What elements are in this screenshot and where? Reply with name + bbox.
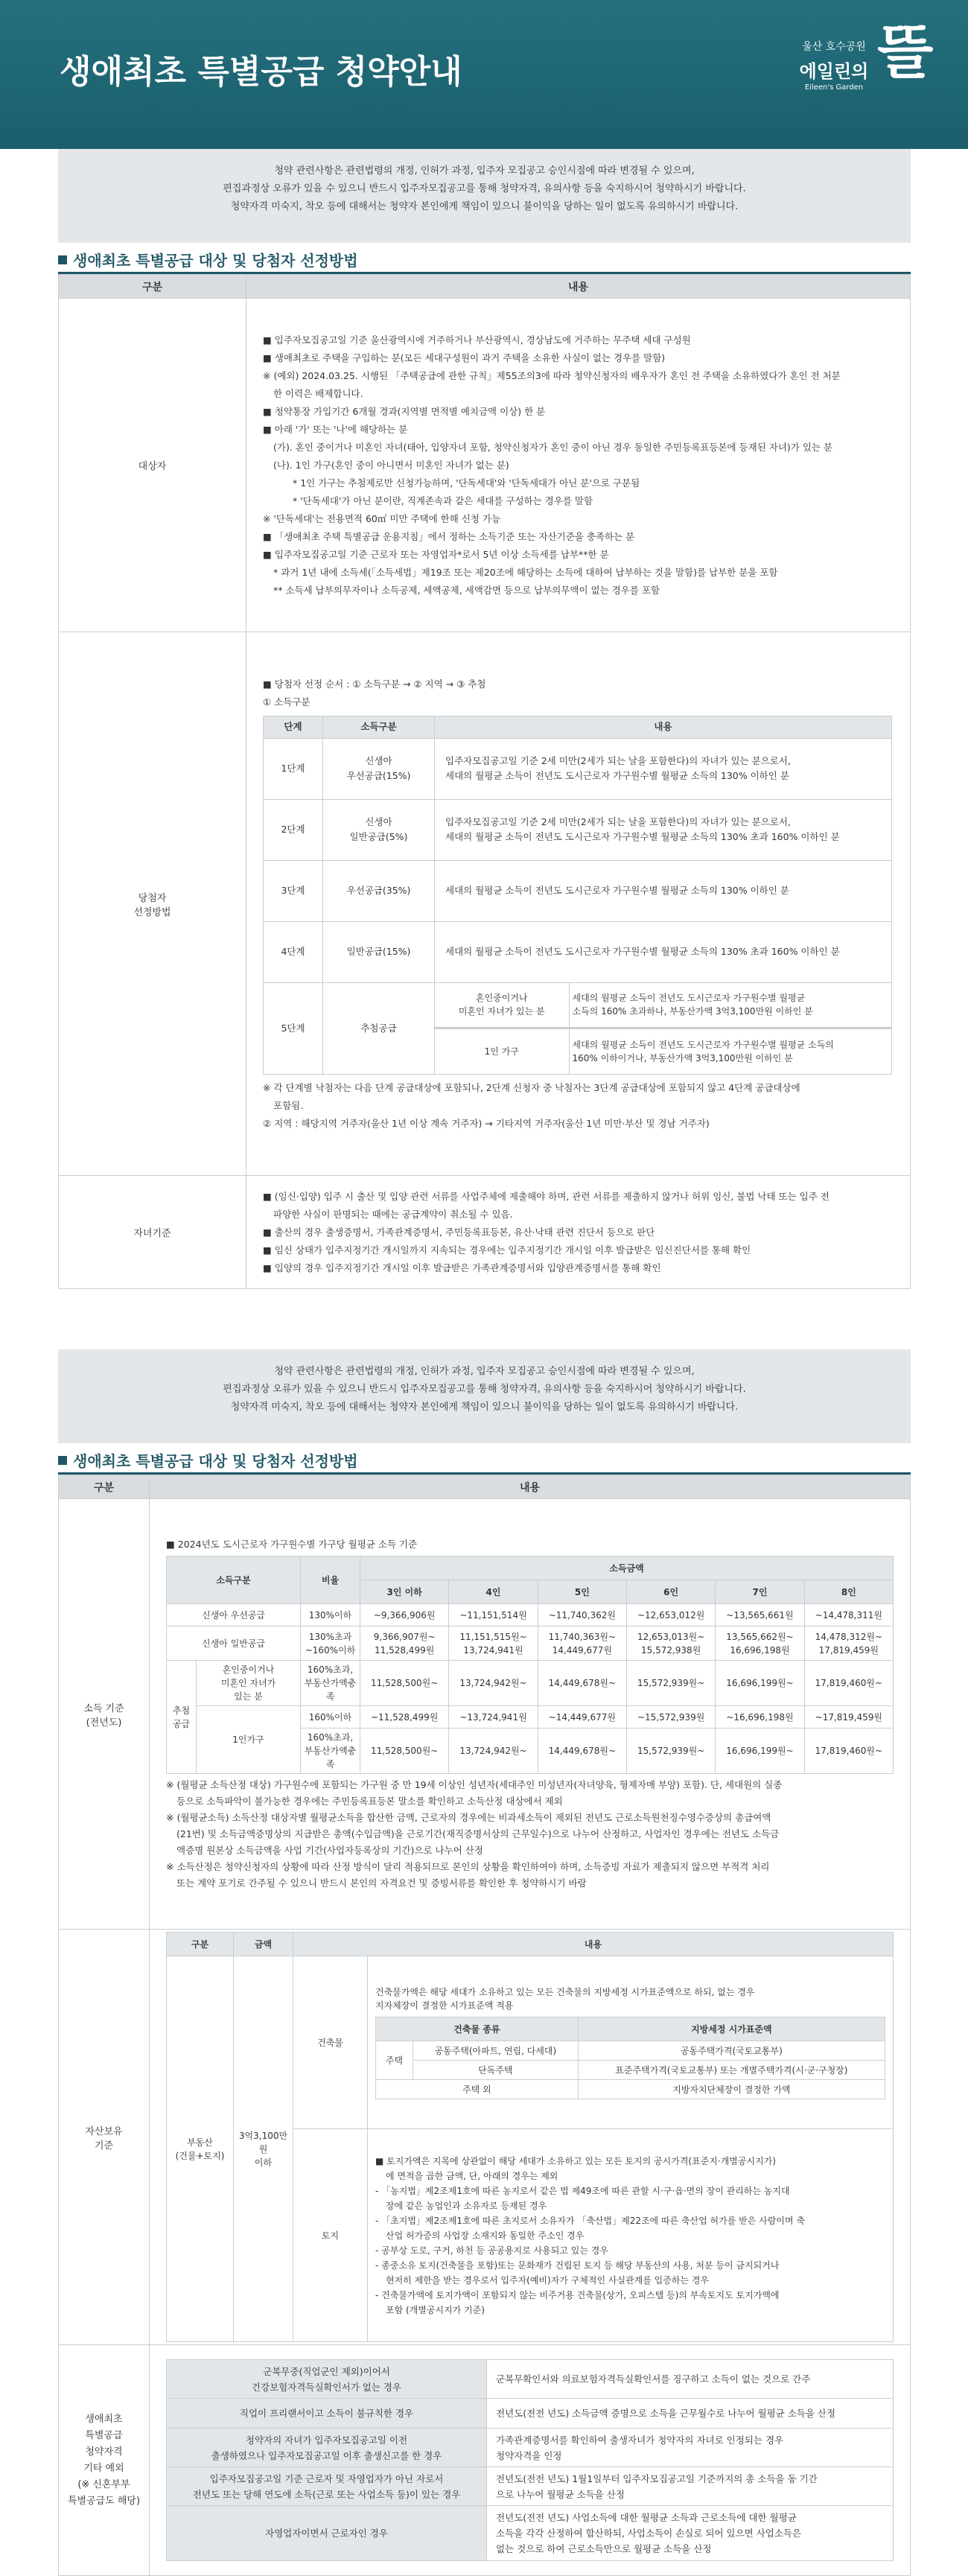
- brand-logo: 울산 호수공원 에일린의 Eileen's Garden 뜰: [799, 19, 934, 92]
- row-label-children: 자녀기준: [59, 1176, 246, 1289]
- notice-box-2: 청약 관련사항은 관련법령의 개정, 인허가 과정, 입주자 모집공고 승인시점에 따라 변경될 수 있으며, 편집과정상 오류가 있을 수 있으니 반드시 입주자모집공고를 통해 청약자격, 유의사항 등을 숙지하시어 청약하시기 바랍니다. 청약자격 미숙지, 착오 등에 대해서는 청약자 본인에게 책임이 있으니 불이익을 당하는 일이 없도록 유의하시기 바랍니다.: [58, 1349, 911, 1443]
- row-label-income: 소득 기준 (전년도): [59, 1499, 150, 1930]
- asset-content: [150, 1930, 911, 2345]
- notice-box: 청약 관련사항은 관련법령의 개정, 인허가 과정, 입주자 모집공고 승인시점에 따라 변경될 수 있으며, 편집과정상 오류가 있을 수 있으니 반드시 입주자모집공고를 통해 청약자격, 유의사항 등을 숙지하시어 청약하시기 바랍니다. 청약자격 미숙지, 착오 등에 대해서는 청약자 본인에게 책임이 있으니 불이익을 당하는 일이 없도록 유의하시기 바랍니다.: [58, 149, 911, 243]
- children-content: ■ (임신·입양) 입주 시 출산 및 입양 관련 서류를 사업주체에 제출해야 하며, 관련 서류를 제출하지 않거나 허위 임신, 불법 낙태 또는 입주 전 파양한 사실이 판명되는 때에는 공급계약이 취소될 수 있음. ■ 출산의 경우 출생증명서, 가족관계증명서, 주민등록표등본, 유산·낙태 관련 진단서 등으로 판단 ■ 임신 상태가 입주지정기간 개시일까지 지속되는 경우에는 입주지정기간 개시일 이후 발급받은 임신진단서를 통해 확인 ■ 입양의 경우 입주지정기간 개시일 이후 발급받은 가족관계증명서와 입양관계증명서를 통해 확인: [246, 1176, 911, 1289]
- exception-content: [150, 2345, 911, 2576]
- income-asset-table: 구분 내용 소득 기준 (전년도) ■ 2024년도 도시근로자 가구원수별 가구당 월평균 소득 기준 소득구분 비율 소득금액 3인 이하 4인 5인 6인 7인 8인 신생아 우선공급 130%이하 ~9,366,906원 ~11,151,514원 ~11,740,362원 ~12,653,012원 ~13,565,661원 ~14,478,311원 신생아 일반공급 130%초과 ~160%이하 9,366,907원~ 11,528,499원 11,151,515원~ 13,724,941원 11,740,363원~ 14,449,677원 12,653,013원~ 15,572,938원 13,565,662원~ 16,696,198원 14,478,312원~ 17,819,459원 추첨 공급 혼인중이거나 미혼인 자녀가 있는 분 160%초과, 부동산가액충족 11,528,500원~ 13,724,942원~ 14,449,678원~ 15,572,939원~ 16,696,199원~ 17,819,460원~ 1인가구 160%이하 ~11,528,499원 ~13,724,941원 ~14,449,677원 ~15,572,939원 ~16,696,198원 ~17,819,459원 160%초과, 부동산가액충족 11,528,500원~ 13,724,942원~ 14,449,678원~ 15,572,939원~ 16,696,199원~ 17,819,460원~ ※ (월평균 소득산정 대상) 가구원수에 포함되는 가구원 중 만 19세 이상인 성년자(세대주인 미성년자(자녀양육, 형제자매 부양) 포함). 단, 세대원의 실종 등으로 소득파악이 불가능한 경우에는 주민등록표등본 말소를 확인하고 소득산정 대상에서 제외 ※ (월평균소득) 소득산정 대상자별 월평균소득을 합산한 금액, 근로자의 경우에는 비과세소득이 제외된 전년도 근로소득원천징수영수증상의 총급여액 (21번) 및 소득금액증명상의 지급받은 총액(수입금액)을 근로기간(재직증명서상의 근무일수)으로 나누어 산정하고, 사업자인 경우에는 전년도 소득금 액증명 원본상 소득금액을 사업 기간(사업자등록상의 기간)으로 나누어 산정 ※ 소득산정은 청약신청자의 상황에 따라 산정 방식이 달리 적용되므로 본인의 상황을 확인하여야 하며, 소득증빙 자료가 제출되지 않으면 부적격 처리 또는 계약 포기로 간주될 수 있으니 반드시 본인의 자격요건 및 증빙서류를 확인한 후 청약하시기 바람 자산보유 기준 구분 금액 내용 부동산 (건물+토지) 3억3,100만원 이하 건축물 건축물가액은 해당 세대가 소유하고 있는 모든 건축물의 지방세정 시가표준액으로 하되, 없는 경우 지자체장이 결정한 시가표준액 적용 건축물 종류 지방세정 시가표준액 주택 공동주택(아파트, 연립, 다세대) 공동주택가격(국토교통부) 단독주택 표준주택가격(국토교통부) 또는 개별주택가격(시·군·구청장) 주택 외 지방자치단체장이 결정한 가액 토지 ■ 토지가액은 지목에 상관없이 해당 세대가 소유하고 있는 모든 토지의 공시가격(표준지·개별공시지가) 에 면적을 곱한 금액, 단, 아래의 경우는 제외 - 「농지법」제2조제1호에 따른 농지로서 같은 법 제49조에 따른 관할 시·구·읍·면의 장이 관리하는 농지대 장에 같은 농업인과 소유자로 등재된 경우 - 「초지법」제2조제1호에 따른 초지로서 소유자가 「축산법」제22조에 따른 축산업 허가를 받은 사람이며 축 산업 허가증의 사업장 소재지와 동일한 주소인 경우 - 공부상 도로, 구거, 하천 등 공공용지로 사용되고 있는 경우 - 종중소유 토지(건축물을 포함)또는 문화재가 건립된 토지 등 해당 부동산의 사용, 처분 등이 금지되거나 현저히 제한을 받는 경우로서 입주자(예비)자가 구체적인 사실관계를 입증하는 경우 - 건축물가액에 토지가액이 포함되지 않는 비주거용 건축물(상가, 오피스텔 등)의 부속토지도 토지가액에 포함 (개별공시지가 기준) 생애최초 특별공급 청약자격 기타 예외 (※ 신혼부부 특별공급도 해당) 군복무중(직업군인 제외)이어서 건강보험자격득실확인서가 없는 경우 군복무확인서와 의료보험자격득실확인서를 징구하고 소득이 없는 것으로 간주 직업이 프리랜서이고 소득이 불규칙한 경우 전년도(전전 년도) 소득금액 증명으로 소득을 근무월수로 나누어 월평균 소득을 산정 청약자의 자녀가 입주자모집공고일 이전 출생하였으나 입주자모집공고일 이후 출생신고를 한 경우 가족관계증명서를 확인하여 출생자녀가 청약자의 자녀로 인정되는 경우 청약자격을 인정 입주자모집공고일 기준 근로자 및 자영업자가 아닌 자로서 전년도 또는 당해 연도에 소득(근로 또는 사업소득 등)이 있는 경우 전년도(전전 년도) 1월1일부터 입주자모집공고일 기준까지의 총 소득을 동 기간 으로 나누어 월평균 소득을 산정 자영업자이면서 근로자인 경우 전년도(전전 년도) 사업소득에 대한 월평균 소득과 근로소득에 대한 월평균 소득을 각각 산정하여 합산하되, 사업소득이 손실로 되어 있으면 사업소득은 없는 것으로 하여 근로소득만으로 월평균 소득을 산정: [58, 1475, 911, 2576]
- page-title: 생애최초 특별공급 청약안내: [60, 53, 462, 91]
- income-step-table: 단계 소득구분 내용 1단계 신생아 우선공급(15%) 입주자모집공고일 기준 2세 미만(2세가 되는 날을 포함한다)의 자녀가 있는 분으로서, 세대의 월평균 소득이 전년도 도시근로자 가구원수별 월평균 소득의 130% 이하인 분 2단계 신생아 일반공급(5%) 입주자모집공고일 기준 2세 미만(2세가 되는 날을 포함한다)의 자녀가 있는 분으로서, 세대의 월평균 소득이 전년도 도시근로자 가구원수별 월평균 소득의 130% 초과 160% 이하인 분 3단계 우선공급(35%) 세대의 월평균 소득이 전년도 도시근로자 가구원수별 월평균 소득의 130% 이하인 분 4단계 일반공급(15%) 세대의 월평균 소득이 전년도 도시근로자 가구원수별 월평균 소득의 130% 초과 160% 이하인 분 5단계 추첨공급 혼인중이거나 미혼인 자녀가 있는 분 세대의 월평균 소득이 전년도 도시근로자 가구원수별 월평균 소득의 160% 초과하나, 부동산가액 3억3,100만원 이하인 분 1인 가구 세대의 월평균 소득이 전년도 도시근로자 가구원수별 월평균 소득의 160% 이하이거나, 부동산가액 3억3,100만원 이하인 분: [263, 716, 892, 1075]
- asset-table: 구분 금액 내용 부동산 (건물+토지) 3억3,100만원 이하 건축물 건축물가액은 해당 세대가 소유하고 있는 모든 건축물의 지방세정 시가표준액으로 하되, 없는 경우 지자체장이 결정한 시가표준액 적용 건축물 종류 지방세정 시가표준액 주택 공동주택(아파트, 연립, 다세대) 공동주택가격(국토교통부) 단독주택 표준주택가격(국토교통부) 또는 개별주택가격(시·군·구청장) 주택 외 지방자치단체장이 결정한 가액 토지 ■ 토지가액은 지목에 상관없이 해당 세대가 소유하고 있는 모든 토지의 공시가격(표준지·개별공시지가) 에 면적을 곱한 금액, 단, 아래의 경우는 제외 - 「농지법」제2조제1호에 따른 농지로서 같은 법 제49조에 따른 관할 시·구·읍·면의 장이 관리하는 농지대 장에 같은 농업인과 소유자로 등재된 경우 - 「초지법」제2조제1호에 따른 초지로서 소유자가 「축산법」제22조에 따른 축산업 허가를 받은 사람이며 축 산업 허가증의 사업장 소재지와 동일한 주소인 경우 - 공부상 도로, 구거, 하천 등 공공용지로 사용되고 있는 경우 - 종중소유 토지(건축물을 포함)또는 문화재가 건립된 토지 등 해당 부동산의 사용, 처분 등이 금지되거나 현저히 제한을 받는 경우로서 입주자(예비)자가 구체적인 사실관계를 입증하는 경우 - 건축물가액에 토지가액이 포함되지 않는 비주거용 건축물(상가, 오피스텔 등)의 부속토지도 토지가액에 포함 (개별공시지가 기준): [166, 1932, 894, 2342]
- row-label-asset: 자산보유 기준: [59, 1930, 150, 2345]
- section-title-2: 생애최초 특별공급 대상 및 당첨자 선정방법: [58, 1449, 358, 1471]
- exception-table: 군복무중(직업군인 제외)이어서 건강보험자격득실확인서가 없는 경우 군복무확인서와 의료보험자격득실확인서를 징구하고 소득이 없는 것으로 간주 직업이 프리랜서이고 소득이 불규칙한 경우 전년도(전전 년도) 소득금액 증명으로 소득을 근무월수로 나누어 월평균 소득을 산정 청약자의 자녀가 입주자모집공고일 이전 출생하였으나 입주자모집공고일 이후 출생신고를 한 경우 가족관계증명서를 확인하여 출생자녀가 청약자의 자녀로 인정되는 경우 청약자격을 인정 입주자모집공고일 기준 근로자 및 자영업자가 아닌 자로서 전년도 또는 당해 연도에 소득(근로 또는 사업소득 등)이 있는 경우 전년도(전전 년도) 1월1일부터 입주자모집공고일 기준까지의 총 소득을 동 기간 으로 나누어 월평균 소득을 산정 자영업자이면서 근로자인 경우 전년도(전전 년도) 사업소득에 대한 월평균 소득과 근로소득에 대한 월평균 소득을 각각 산정하여 합산하되, 사업소득이 손실로 되어 있으면 사업소득은 없는 것으로 하여 근로소득만으로 월평균 소득을 산정: [166, 2359, 894, 2561]
- income-content: ■ 2024년도 도시근로자 가구원수별 가구당 월평균 소득 기준 소득구분 비율 소득금액 3인 이하 4인 5인 6인 7인 8인 신생아 우선공급 130%이하 ~9,366,906원 ~11,151,514원 ~11,740,362원 ~12,653,012원 ~13,565,661원 ~14,478,311원 신생아 일반공급 130%초과 ~160%이하 9,366,907원~ 11,528,499원 11,151,515원~ 13,724,941원 11,740,363원~ 14,449,677원 12,653,013원~ 15,572,938원 13,565,662원~ 16,696,198원 14,478,312원~ 17,819,459원 추첨 공급 혼인중이거나 미혼인 자녀가 있는 분 160%초과, 부동산가액충족 11,528,500원~ 13,724,942원~ 14,449,678원~ 15,572,939원~ 16,696,199원~ 17,819,460원~ 1인가구 160%이하 ~11,528,499원 ~13,724,941원 ~14,449,677원 ~15,572,939원 ~16,696,198원 ~17,819,459원 160%초과, 부동산가액충족 11,528,500원~ 13,724,942원~ 14,449,678원~ 15,572,939원~ 16,696,199원~ 17,819,460원~ ※ (월평균 소득산정 대상) 가구원수에 포함되는 가구원 중 만 19세 이상인 성년자(세대주인 미성년자(자녀양육, 형제자매 부양) 포함). 단, 세대원의 실종 등으로 소득파악이 불가능한 경우에는 주민등록표등본 말소를 확인하고 소득산정 대상에서 제외 ※ (월평균소득) 소득산정 대상자별 월평균소득을 합산한 금액, 근로자의 경우에는 비과세소득이 제외된 전년도 근로소득원천징수영수증상의 총급여액 (21번) 및 소득금액증명상의 지급받은 총액(수입금액)을 근로기간(재직증명서상의 근무일수)으로 나누어 산정하고, 사업자인 경우에는 전년도 소득금 액증명 원본상 소득금액을 사업 기간(사업자등록상의 기간)으로 나누어 산정 ※ 소득산정은 청약신청자의 상황에 따라 산정 방식이 달리 적용되므로 본인의 상황을 확인하여야 하며, 소득증빙 자료가 제출되지 않으면 부적격 처리 또는 계약 포기로 간주될 수 있으니 반드시 본인의 자격요건 및 증빙서류를 확인한 후 청약하시기 바람: [150, 1499, 911, 1930]
- eligibility-table: 구분 내용 대상자 ■ 입주자모집공고일 기준 울산광역시에 거주하거나 부산광역시, 경상남도에 거주하는 무주택 세대 구성원 ■ 생애최초로 주택을 구입하는 분(모든 세대구성원이 과거 주택을 소유한 사실이 없는 경우를 말함) ※ (예외) 2024.03.25. 시행된 「주택공급에 관한 규칙」제55조의3에 따라 청약신청자의 배우자가 혼인 전 주택을 소유하였다가 혼인 전 처분 한 이력은 배제합니다. ■ 청약통장 가입기간 6개월 경과(지역별 면적별 예치금액 이상) 한 분 ■ 아래 '가' 또는 '나'에 해당하는 분 (가). 혼인 중이거나 미혼인 자녀(태아, 입양자녀 포함, 청약신청자가 혼인 중이 아닌 경우 동일한 주민등록표등본에 등재된 자녀)가 있는 분 (나). 1인 가구(혼인 중이 아니면서 미혼인 자녀가 없는 분) * 1인 가구는 추첨제로만 신청가능하며, '단독세대'와 '단독세대가 아닌 분'으로 구분됨 * '단독세대'가 아닌 분이란, 직계존속과 같은 세대를 구성하는 경우를 말함 ※ '단독세대'는 전용면적 60㎡ 미만 주택에 한해 신청 가능 ■ 「생애최초 주택 특별공급 운용지침」에서 정하는 소득기준 또는 자산기준을 충족하는 분 ■ 입주자모집공고일 기준 근로자 또는 자영업자*로서 5년 이상 소득세를 납부**한 분 * 과거 1년 내에 소득세(「소득세법」제19조 또는 제20조에 해당하는 소득에 대하여 납부하는 것을 말함)를 납부한 분을 포함 ** 소득세 납부의무자이나 소득공제, 세액공제, 세액감면 등으로 납부의무액이 없는 경우를 포함 당첨자 선정방법 ■ 당첨자 선정 순서 : ① 소득구분 → ② 지역 → ③ 추첨 ① 소득구분 단계 소득구분 내용 1단계 신생아 우선공급(15%) 입주자모집공고일 기준 2세 미만(2세가 되는 날을 포함한다)의 자녀가 있는 분으로서, 세대의 월평균 소득이 전년도 도시근로자 가구원수별 월평균 소득의 130% 이하인 분 2단계 신생아 일반공급(5%) 입주자모집공고일 기준 2세 미만(2세가 되는 날을 포함한다)의 자녀가 있는 분으로서, 세대의 월평균 소득이 전년도 도시근로자 가구원수별 월평균 소득의 130% 초과 160% 이하인 분 3단계 우선공급(35%) 세대의 월평균 소득이 전년도 도시근로자 가구원수별 월평균 소득의 130% 이하인 분 4단계 일반공급(15%) 세대의 월평균 소득이 전년도 도시근로자 가구원수별 월평균 소득의 130% 초과 160% 이하인 분 5단계 추첨공급 혼인중이거나 미혼인 자녀가 있는 분 세대의 월평균 소득이 전년도 도시근로자 가구원수별 월평균 소득의 160% 초과하나, 부동산가액 3억3,100만원 이하인 분 1인 가구 세대의 월평균 소득이 전년도 도시근로자 가구원수별 월평균 소득의 160% 이하이거나, 부동산가액 3억3,100만원 이하인 분 ※ 각 단계별 낙첨자는 다음 단계 공급대상에 포함되나, 2단계 신청자 중 낙첨자는 3단계 공급대상에 포함되지 않고 4단계 공급대상에 포함됨. ② 지역 : 해당지역 거주자(울산 1년 이상 계속 거주자) → 기타지역 거주자(울산 1년 미만·부산 및 경남 거주자) 자녀기준 ■ (임신·입양) 입주 시 출산 및 입양 관련 서류를 사업주체에 제출해야 하며, 관련 서류를 제출하지 않거나 허위 임신, 불법 낙태 또는 입주 전 파양한 사실이 판명되는 때에는 공급계약이 취소될 수 있음. ■ 출산의 경우 출생증명서, 가족관계증명서, 주민등록표등본, 유산·낙태 관련 진단서 등으로 판단 ■ 임신 상태가 입주지정기간 개시일까지 지속되는 경우에는 입주지정기간 개시일 이후 발급받은 임신진단서를 통해 확인 ■ 입양의 경우 입주지정기간 개시일 이후 발급받은 가족관계증명서와 입양관계증명서를 통해 확인: [58, 274, 911, 1289]
- row-label-exception: 생애최초 특별공급 청약자격 기타 예외 (※ 신혼부부 특별공급도 해당): [59, 2345, 150, 2576]
- row-label-selection: 당첨자 선정방법: [59, 632, 246, 1176]
- income-amount-table: 소득구분 비율 소득금액 3인 이하 4인 5인 6인 7인 8인 신생아 우선공급 130%이하 ~9,366,906원 ~11,151,514원 ~11,740,362원 ~12,653,012원 ~13,565,661원 ~14,478,311원 신생아 일반공급 130%초과 ~160%이하 9,366,907원~ 11,528,499원 11,151,515원~ 13,724,941원 11,740,363원~ 14,449,677원 12,653,013원~ 15,572,938원 13,565,662원~ 16,696,198원 14,478,312원~ 17,819,459원 추첨 공급 혼인중이거나 미혼인 자녀가 있는 분 160%초과, 부동산가액충족 11,528,500원~ 13,724,942원~ 14,449,678원~ 15,572,939원~ 16,696,199원~ 17,819,460원~ 1인가구 160%이하 ~11,528,499원 ~13,724,941원 ~14,449,677원 ~15,572,939원 ~16,696,198원 ~17,819,459원 160%초과, 부동산가액충족 11,528,500원~ 13,724,942원~ 14,449,678원~ 15,572,939원~ 16,696,199원~ 17,819,460원~: [166, 1556, 894, 1774]
- page-header: [0, 0, 968, 149]
- selection-content: ■ 당첨자 선정 순서 : ① 소득구분 → ② 지역 → ③ 추첨 ① 소득구분 단계 소득구분 내용 1단계 신생아 우선공급(15%) 입주자모집공고일 기준 2세 미만(2세가 되는 날을 포함한다)의 자녀가 있는 분으로서, 세대의 월평균 소득이 전년도 도시근로자 가구원수별 월평균 소득의 130% 이하인 분 2단계 신생아 일반공급(5%) 입주자모집공고일 기준 2세 미만(2세가 되는 날을 포함한다)의 자녀가 있는 분으로서, 세대의 월평균 소득이 전년도 도시근로자 가구원수별 월평균 소득의 130% 초과 160% 이하인 분 3단계 우선공급(35%) 세대의 월평균 소득이 전년도 도시근로자 가구원수별 월평균 소득의 130% 이하인 분 4단계 일반공급(15%) 세대의 월평균 소득이 전년도 도시근로자 가구원수별 월평균 소득의 130% 초과 160% 이하인 분 5단계 추첨공급 혼인중이거나 미혼인 자녀가 있는 분 세대의 월평균 소득이 전년도 도시근로자 가구원수별 월평균 소득의 160% 초과하나, 부동산가액 3억3,100만원 이하인 분 1인 가구 세대의 월평균 소득이 전년도 도시근로자 가구원수별 월평균 소득의 160% 이하이거나, 부동산가액 3억3,100만원 이하인 분 ※ 각 단계별 낙첨자는 다음 단계 공급대상에 포함되나, 2단계 신청자 중 낙첨자는 3단계 공급대상에 포함되지 않고 4단계 공급대상에 포함됨. ② 지역 : 해당지역 거주자(울산 1년 이상 계속 거주자) → 기타지역 거주자(울산 1년 미만·부산 및 경남 거주자): [246, 632, 911, 1176]
- building-value-table: 건축물 종류 지방세정 시가표준액 주택 공동주택(아파트, 연립, 다세대) 공동주택가격(국토교통부) 단독주택 표준주택가격(국토교통부) 또는 개별주택가격(시·군·구청장) 주택 외 지방자치단체장이 결정한 가액: [375, 2017, 885, 2099]
- target-content: ■ 입주자모집공고일 기준 울산광역시에 거주하거나 부산광역시, 경상남도에 거주하는 무주택 세대 구성원 ■ 생애최초로 주택을 구입하는 분(모든 세대구성원이 과거 주택을 소유한 사실이 없는 경우를 말함) ※ (예외) 2024.03.25. 시행된 「주택공급에 관한 규칙」제55조의3에 따라 청약신청자의 배우자가 혼인 전 주택을 소유하였다가 혼인 전 처분 한 이력은 배제합니다. ■ 청약통장 가입기간 6개월 경과(지역별 면적별 예치금액 이상) 한 분 ■ 아래 '가' 또는 '나'에 해당하는 분 (가). 혼인 중이거나 미혼인 자녀(태아, 입양자녀 포함, 청약신청자가 혼인 중이 아닌 경우 동일한 주민등록표등본에 등재된 자녀)가 있는 분 (나). 1인 가구(혼인 중이 아니면서 미혼인 자녀가 없는 분) * 1인 가구는 추첨제로만 신청가능하며, '단독세대'와 '단독세대가 아닌 분'으로 구분됨 * '단독세대'가 아닌 분이란, 직계존속과 같은 세대를 구성하는 경우를 말함 ※ '단독세대'는 전용면적 60㎡ 미만 주택에 한해 신청 가능 ■ 「생애최초 주택 특별공급 운용지침」에서 정하는 소득기준 또는 자산기준을 충족하는 분 ■ 입주자모집공고일 기준 근로자 또는 자영업자*로서 5년 이상 소득세를 납부**한 분 * 과거 1년 내에 소득세(「소득세법」제19조 또는 제20조에 해당하는 소득에 대하여 납부하는 것을 말함)를 납부한 분을 포함 ** 소득세 납부의무자이나 소득공제, 세액공제, 세액감면 등으로 납부의무액이 없는 경우를 포함: [246, 299, 911, 632]
- row-label-target: 대상자: [59, 299, 246, 632]
- section-title: 생애최초 특별공급 대상 및 당첨자 선정방법: [58, 249, 358, 270]
